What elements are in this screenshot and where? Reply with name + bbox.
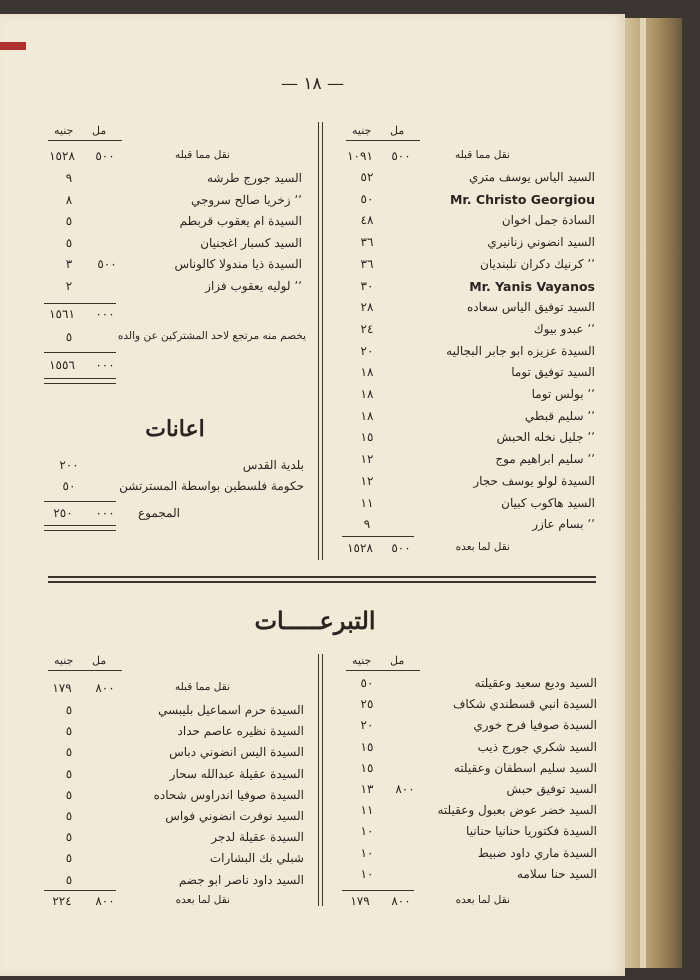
bottom-left-entry-row [114,830,304,850]
top-right-entry-pound: ٩ [363,517,371,532]
aid-entry-row [114,458,304,478]
bottom-right-entry-row [397,846,597,866]
top-right-entry-name: ٬٬ جليل نخله الحبش [496,430,595,445]
top-left-subtotal-pound: ١٥٦١ [49,307,75,321]
top-right-entry-row [415,452,595,472]
bottom-left-carried-label: نقل مما قبله [174,681,230,693]
bottom-left-entry-row [114,873,304,893]
bottom-left-entry-name: السيدة عقيلة لدجر [211,830,304,845]
donations-title: التبرعـــــات [254,606,376,635]
bottom-left-header-mil: مل [92,654,107,667]
top-right-entry-pound: ٥٠ [360,191,374,206]
bottom-right-entry-pound: ١١ [360,803,374,818]
top-right-entry-name: السيدة لولو يوسف حجار [473,473,595,488]
top-right-entry-pound: ١١ [360,495,374,510]
top-left-net-pound: ١٥٥٦ [49,358,75,372]
bottom-right-entry-pound: ١٥ [360,760,374,775]
page [0,14,625,976]
aid-title: اعانات [145,416,205,442]
bottom-right-entry-pound: ١٠ [360,824,374,839]
bottom-left-entry-name: السيد داود ناصر ابو جضم [178,872,304,887]
top-right-entry-row [415,430,595,450]
top-left-entry-pound: ٨ [65,192,73,207]
top-left-entry-name: ٬٬ زخريا صالح سروجي [190,192,302,207]
top-right-entry-pound: ٣٦ [360,256,374,271]
top-left-entry-row [132,257,302,277]
top-right-entry-name: ٬٬ عبدو بيوك [533,321,595,336]
top-right-entry-pound: ١٨ [360,387,374,401]
bottom-right-entry-name: السيد شكري جورج ذيب [477,739,597,754]
top-left-carried-pound: ١٥٢٨ [49,149,75,163]
bottom-right-entry-pound: ١٣ [360,782,374,796]
top-right-entry-pound: ١٨ [360,408,374,423]
top-right-entry-pound: ٥٢ [360,170,374,184]
top-right-forward-pound: ١٥٢٨ [347,541,373,555]
top-right-entry-row [415,170,595,190]
top-right-entry-row [415,257,595,277]
bottom-left-entry-row [114,767,304,787]
top-right-entry-row [415,300,595,320]
top-left-deduct-pound: ٥ [65,330,73,344]
top-left-net-double-line [44,378,116,384]
aid-entry-pound: ٢٠٠ [59,458,79,472]
top-right-entry-name: السيد توفيق الياس سعاده [466,300,595,315]
bottom-left-sum-line [44,890,116,891]
aid-sum-line [44,501,116,502]
aid-total-label: المجموع [138,506,180,520]
top-right-entry-row [415,322,595,342]
book-edge [620,18,682,968]
bottom-right-forward-label: نقل لما بعده [455,894,510,906]
top-left-entry-row [132,214,302,234]
aid-total-double-line [44,525,116,531]
top-left-entry-pound: ٢ [65,278,73,293]
bottom-left-entry-pound: ٥ [65,745,73,760]
bottom-left-entry-pound: ٥ [65,787,73,802]
top-right-entry-pound: ١٢ [360,473,374,488]
top-left-entry-row [132,279,302,299]
top-right-entry-name: السيدة عزيزه ابو جابر البجاليه [446,343,595,358]
bottom-left-entry-name: السيد نوفرت انضوني فواس [165,809,304,823]
book-edge-highlight [640,18,646,968]
top-right-entry-pound: ١٥ [360,430,374,445]
bottom-right-entry-row [397,824,597,844]
bottom-left-entry-pound: ٥ [65,809,73,823]
bottom-left-forward-label: نقل لما بعده [175,894,230,906]
top-left-carried-label: نقل مما قبله [174,149,230,161]
bottom-left-entry-name: شبلي بك البشارات [209,851,304,866]
section-separator-a [48,576,596,578]
top-left-entry-name: ٬٬ لوليه يعقوب فزاز [205,278,302,293]
bottom-right-header-pound: جنيه [352,654,372,667]
top-right-forward-mil: ٥٠٠ [391,541,411,555]
bottom-right-entry-mil: ٨٠٠ [395,782,415,796]
top-right-entry-name: ٬٬ سليم ابراهيم موج [495,452,595,467]
top-right-entry-row [415,496,595,516]
red-tab [0,42,26,50]
aid-total-mil: ٠٠٠ [95,506,115,520]
bottom-left-entry-name: السيدة نظيره عاصم حداد [177,724,304,739]
bottom-left-entry-name: السيدة اليس انضوني دباس [169,745,304,760]
top-right-entry-row [415,365,595,385]
bottom-right-entry-name: السيدة صوفيا فرح خوري [473,718,597,733]
column-divider-bottom-b [322,654,323,906]
bottom-right-entry-pound: ٥٠ [360,676,374,690]
top-right-entry-pound: ٢٨ [360,300,374,315]
top-left-entry-row [132,193,302,213]
aid-entry-name: بلدية القدس [242,458,304,472]
bottom-left-entry-row [114,724,304,744]
top-right-entry-name: ٬٬ بسام عازر [532,517,595,532]
top-right-sum-line [342,536,414,537]
top-right-entry-row [415,409,595,429]
column-divider-top-b [322,122,323,560]
top-right-entry-name: ٬٬ كرنيك دكران نلبنديان [480,256,595,271]
top-left-entry-name: السيد كسبار اغجنيان [200,235,302,250]
bottom-right-entry-name: السيد توفيق حبش [506,782,597,796]
top-left-entry-name: السيدة ذيا مندولا كالوناس [174,257,302,271]
top-left-sum-line [44,303,116,304]
top-left-entry-pound: ٣ [65,257,73,271]
bottom-left-entry-pound: ٥ [65,766,73,781]
top-right-entry-pound: ٣٠ [360,278,374,293]
bottom-left-carried-mil: ٨٠٠ [95,681,115,695]
top-left-deduct-label: يخصم منه مرتجع لاحد المشتركين عن والده [117,330,306,342]
top-right-entry-name: ٬٬ سليم قبطي [524,408,595,423]
column-divider-bottom-a [318,654,319,906]
top-left-subtotal-mil: ٠٠٠ [95,307,115,321]
top-right-entry-row [415,344,595,364]
top-right-header-underline [346,140,420,141]
bottom-right-entry-name: السيد وديع سعيد وعقيلته [474,676,597,690]
bottom-right-entry-row [397,761,597,781]
bottom-right-entry-row [397,803,597,823]
top-right-entry-pound: ٤٨ [360,213,374,228]
top-right-entry-name: السيد انضوني زنانيري [487,235,595,250]
aid-entry-row [114,479,304,499]
bottom-right-forward-mil: ٨٠٠ [391,894,411,908]
bottom-right-entry-row [397,740,597,760]
bottom-right-entry-name: السيدة ماري داود ضبيط [477,845,597,860]
bottom-left-entry-row [114,745,304,765]
bottom-left-header-underline [48,670,122,671]
bottom-right-entry-pound: ١٥ [360,739,374,754]
top-left-entry-pound: ٥ [65,214,73,228]
bottom-left-entry-pound: ٥ [65,872,73,887]
top-left-header-pound: جنيه [54,124,74,137]
bottom-right-entry-name: السيدة فكتوريا حنانيا حنانيا [466,824,597,839]
aid-entry-name: حكومة فلسطين بواسطة المسترتشن [119,479,304,493]
top-right-entry-pound: ١٢ [360,452,374,467]
bottom-left-forward-pound: ٢٢٤ [52,894,72,908]
bottom-right-entry-row [397,718,597,738]
bottom-left-entry-name: السيدة عقيلة عبدالله سحار [169,766,304,781]
top-right-carried-pound: ١٠٩١ [347,149,373,163]
bottom-right-header-underline [346,670,420,671]
top-left-entry-row [132,171,302,191]
bottom-right-entry-pound: ١٠ [360,845,374,860]
top-left-header-mil: مل [92,124,107,137]
aid-entry-pound: ٥٠ [62,479,76,493]
bottom-right-entry-name: السيد حنا سلامه [516,866,597,881]
top-left-entry-row [132,236,302,256]
top-right-entry-row [415,235,595,255]
section-separator-b [48,581,596,583]
top-right-carried-mil: ٥٠٠ [391,149,411,163]
bottom-left-entry-pound: ٥ [65,703,73,717]
top-right-entry-pound: ٢٤ [360,321,374,336]
column-divider-top-a [318,122,319,560]
bottom-right-entry-pound: ٢٠ [360,718,374,733]
top-right-entry-pound: ١٨ [360,365,374,380]
top-right-entry-row [415,279,595,299]
top-right-header-pound: جنيه [352,124,372,137]
top-right-entry-name: السيد الياس يوسف متري [468,170,595,184]
top-left-entry-pound: ٩ [65,171,73,185]
top-right-entry-row [415,192,595,212]
bottom-left-entry-row [114,703,304,723]
top-right-entry-row [415,387,595,407]
top-left-net-line [44,352,116,353]
top-left-entry-pound: ٥ [65,235,73,250]
bottom-left-entry-name: السيدة حرم اسماعيل بليبسي [158,703,304,717]
top-right-entry-row [415,474,595,494]
bottom-right-entry-name: السيد سليم اسطفان وعقيلته [453,760,597,775]
bottom-left-carried-pound: ١٧٩ [52,681,72,695]
bottom-right-entry-pound: ١٠ [360,866,374,881]
bottom-left-entry-row [114,809,304,829]
top-right-carried-label: نقل مما قبله [454,149,510,161]
bottom-left-entry-pound: ٥ [65,830,73,845]
bottom-left-entry-pound: ٥ [65,851,73,866]
top-right-entry-name: السادة جمل اخوان [501,213,595,228]
top-right-entry-pound: ٣٦ [360,235,374,250]
top-right-entry-name: السيد هاكوب كبيان [501,495,595,510]
bottom-right-entry-pound: ٢٥ [360,697,374,712]
top-left-net-mil: ٠٠٠ [95,358,115,372]
top-left-header-underline [48,140,122,141]
top-right-entry-row [415,213,595,233]
top-right-entry-name: Mr. Christo Georgiou [449,191,595,207]
bottom-left-header-pound: جنيه [54,654,74,667]
bottom-right-entry-row [397,867,597,887]
top-right-forward-label: نقل لما بعده [455,541,510,553]
bottom-left-entry-name: السيدة صوفيا اندراوس شحاده [153,787,304,802]
top-right-entry-row [415,517,595,537]
bottom-right-entry-row [397,782,597,802]
top-right-entry-pound: ٢٠ [360,343,374,358]
bottom-right-header-mil: مل [390,654,405,667]
bottom-left-entry-pound: ٥ [65,724,73,739]
bottom-right-entry-row [397,676,597,696]
top-left-entry-name: السيدة ام يعقوب قربطم [179,214,302,228]
bottom-right-entry-name: السيد خضر عوض بعبول وعقيلته [437,803,597,818]
bottom-right-entry-row [397,697,597,717]
page-number: — ١٨ — [280,74,345,94]
top-left-carried-mil: ٥٠٠ [95,149,115,163]
bottom-left-entry-row [114,851,304,871]
top-right-header-mil: مل [390,124,405,137]
top-left-entry-name: السيد جورج طرشه [206,171,302,185]
bottom-left-forward-mil: ٨٠٠ [95,894,115,908]
bottom-right-sum-line [342,890,414,891]
top-right-entry-name: السيد توفيق توما [511,365,595,380]
top-right-entry-name: Mr. Yanis Vayanos [469,278,595,294]
top-left-entry-mil: ٥٠٠ [97,257,117,271]
bottom-right-forward-pound: ١٧٩ [350,894,370,908]
bottom-right-entry-name: السيدة انبي قسطندي شكاف [452,697,597,712]
aid-total-pound: ٢٥٠ [53,506,73,520]
bottom-left-entry-row [114,788,304,808]
top-right-entry-name: ٬٬ بولس توما [531,387,595,401]
